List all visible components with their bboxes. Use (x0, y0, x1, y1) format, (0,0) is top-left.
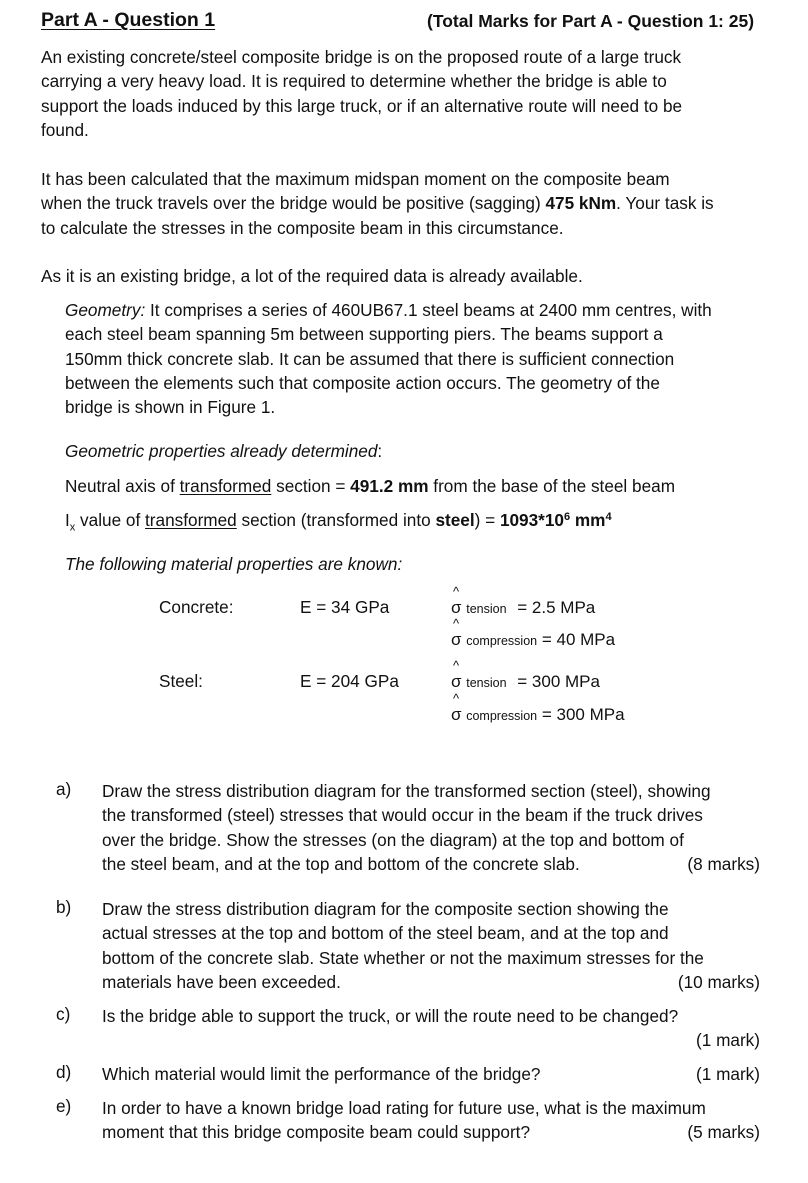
midspan-moment: 475 kNm (545, 193, 617, 214)
na-underline: transformed (179, 476, 272, 496)
intro-paragraph-2 (41, 167, 765, 240)
question-b-marks: (10 marks) (677, 971, 760, 992)
question-a-text (102, 779, 760, 876)
intro-line: support the loads induced by this large truck, or if an alternative route will need to be (41, 95, 683, 116)
concrete-compression-stress (451, 616, 616, 650)
geometry-line: between the elements such that composite action occurs. The geometry of the (65, 372, 660, 393)
geo-props-heading-text: Geometric properties already determined (65, 441, 378, 461)
ix-line (65, 508, 612, 539)
hat-symbol: ^ (453, 584, 460, 599)
intro-text: when the truck travels over the bridge would be positive (sagging) (41, 193, 546, 214)
intro-paragraph-3 (41, 264, 765, 288)
question-title: Part A - Question 1 (41, 9, 216, 31)
na-text: from the base of the steel beam (428, 476, 676, 496)
concrete-tension-stress (451, 584, 596, 618)
tension-subscript: tension (466, 676, 507, 690)
question-c-text (102, 1004, 760, 1053)
steel-tension-stress (451, 658, 600, 692)
question-line: Is the bridge able to support the truck, or will the route need to be changed? (102, 1006, 679, 1026)
neutral-axis-line (65, 474, 675, 498)
ix-text: ) = (474, 510, 500, 530)
steel-tension-value: = 300 MPa (517, 672, 600, 691)
geometry-label: Geometry: (65, 300, 146, 320)
ix-text: section (transformed into (236, 510, 436, 530)
question-line: bottom of the concrete slab. State whether or not the maximum stresses for the (102, 947, 704, 968)
ix-unit: mm (570, 510, 606, 530)
question-b-text (102, 897, 760, 994)
question-line: In order to have a known bridge load rating for future use, what is the maximum (102, 1098, 706, 1118)
geometry-paragraph (65, 298, 765, 419)
question-d-text (102, 1062, 760, 1086)
geometry-line: bridge is shown in Figure 1. (65, 397, 276, 418)
question-line (102, 1120, 760, 1144)
intro-line (41, 191, 765, 215)
compression-subscript: compression (466, 634, 538, 648)
na-text: Neutral axis of (65, 476, 180, 496)
question-e-label: e) (56, 1096, 72, 1116)
question-a-label: a) (56, 779, 72, 799)
question-e-marks: (5 marks) (687, 1122, 760, 1143)
steel-modulus: E = 204 GPa (300, 671, 399, 691)
question-line: Draw the stress distribution diagram for the transformed section (steel), showing (102, 781, 711, 801)
intro-line: An existing concrete/steel composite bridge is on the proposed route of a large truck (41, 47, 682, 67)
steel-compression-stress (451, 691, 625, 725)
geometry-line: each steel beam spanning 5m between supporting piers. The beams support a (65, 324, 663, 345)
question-text: Which material would limit the performance of the bridge? (102, 1064, 541, 1084)
sigma-symbol: σ (451, 705, 462, 724)
sigma-symbol: σ (451, 630, 462, 649)
question-c-label: c) (56, 1004, 71, 1024)
question-text: moment that this bridge composite beam could support? (102, 1122, 531, 1143)
steel-compression-value: = 300 MPa (541, 705, 625, 724)
question-text: materials have been exceeded. (102, 971, 341, 992)
materials-heading-text: The following material properties are known: (65, 554, 403, 574)
ix-unit-exponent: 4 (605, 511, 612, 523)
intro-text: . Your task is (616, 193, 714, 214)
ix-symbol: I (65, 510, 70, 530)
question-b-label: b) (56, 897, 72, 917)
question-a-marks: (8 marks) (687, 853, 760, 874)
question-line (102, 1062, 760, 1086)
compression-subscript: compression (466, 709, 538, 723)
hat-symbol: ^ (453, 658, 460, 673)
question-c-marks: (1 mark) (696, 1030, 760, 1051)
ix-text: value of (75, 510, 146, 530)
geo-props-colon: : (377, 441, 383, 461)
concrete-modulus: E = 34 GPa (300, 597, 390, 617)
intro-line: carrying a very heavy load. It is required to determine whether the bridge is able to (41, 71, 667, 92)
tension-subscript: tension (466, 602, 507, 616)
hat-symbol: ^ (453, 691, 460, 706)
materials-heading (65, 552, 402, 576)
question-line: Draw the stress distribution diagram for the composite section showing the (102, 899, 669, 919)
question-e-text (102, 1096, 760, 1145)
ix-value (500, 510, 612, 530)
ix-value-exponent: 6 (563, 511, 571, 523)
question-line (102, 970, 760, 994)
neutral-axis-value: 491.2 mm (350, 476, 429, 496)
question-line: actual stresses at the top and bottom of the steel beam, and at the top and (102, 923, 669, 944)
geometry-line (65, 298, 765, 322)
question-text: the steel beam, and at the top and bottom of the concrete slab. (102, 853, 580, 874)
sigma-symbol: σ (451, 598, 462, 617)
intro-line: It has been calculated that the maximum midspan moment on the composite beam (41, 169, 670, 189)
ix-steel: steel (435, 510, 475, 530)
ix-subscript: x (69, 521, 76, 534)
hat-symbol: ^ (453, 616, 460, 631)
question-line: the transformed (steel) stresses that would occur in the beam if the truck drives (102, 805, 703, 826)
geometry-line: 150mm thick concrete slab. It can be assumed that there is sufficient connection (65, 348, 675, 369)
ix-value-mantissa: 1093*10 (499, 510, 564, 530)
question-line (102, 852, 760, 876)
question-line: over the bridge. Show the stresses (on the diagram) at the top and bottom of (102, 829, 684, 850)
total-marks: (Total Marks for Part A - Question 1: 25) (427, 11, 755, 31)
sigma-symbol: σ (451, 672, 462, 691)
concrete-compression-value: = 40 MPa (541, 630, 616, 649)
intro-line: As it is an existing bridge, a lot of the required data is already available. (41, 266, 583, 286)
intro-paragraph-1 (41, 45, 765, 142)
concrete-tension-value: = 2.5 MPa (517, 598, 596, 617)
geometry-text: It comprises a series of 460UB67.1 steel beams at 2400 mm centres, with (145, 300, 712, 320)
question-d-marks: (1 mark) (696, 1064, 760, 1084)
geo-props-heading (65, 439, 382, 463)
intro-line: to calculate the stresses in the composite beam in this circumstance. (41, 217, 564, 238)
intro-line: found. (41, 119, 89, 140)
ix-underline: transformed (145, 510, 237, 530)
steel-label: Steel: (159, 671, 203, 691)
na-text: section = (271, 476, 351, 496)
concrete-label: Concrete: (159, 597, 234, 617)
question-d-label: d) (56, 1062, 72, 1082)
